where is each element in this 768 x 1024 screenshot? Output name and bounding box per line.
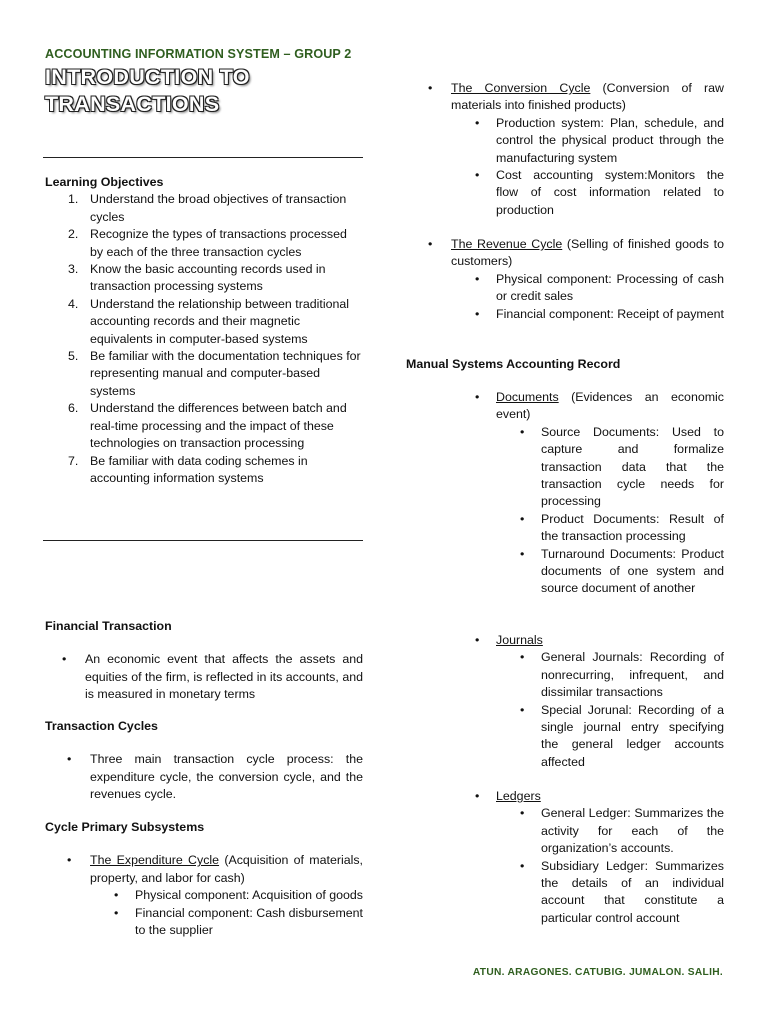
bullet-icon: • bbox=[475, 789, 480, 803]
journals-name: Journals bbox=[496, 633, 543, 647]
documents-desc: (Evidences an economic event) bbox=[496, 390, 724, 422]
objective-item bbox=[45, 296, 363, 348]
sub-item-text: Subsidiary Ledger: Summarizes the details of an individual account that constitute a particular control account bbox=[541, 858, 724, 925]
sub-item-text: Physical component: Processing of cash or credit sales bbox=[496, 271, 724, 304]
bullet-icon: • bbox=[114, 888, 119, 903]
financial-transaction-section bbox=[45, 618, 363, 704]
expenditure-sub-item bbox=[45, 905, 363, 940]
bullet-icon: • bbox=[428, 81, 433, 95]
objective-text: Understand the differences between batch and real-time processing and the impact of these technologies on transaction processing bbox=[90, 401, 347, 451]
documents-section bbox=[406, 389, 724, 598]
objective-text: Know the basic accounting records used in transaction processing systems bbox=[90, 262, 326, 294]
revenue-sub-item bbox=[406, 306, 724, 323]
objective-text: Recognize the types of transactions processed by each of the three transaction cycles bbox=[90, 227, 347, 259]
sub-item-text: Financial component: Cash disbursement to the supplier bbox=[135, 905, 363, 938]
financial-transaction-bullet bbox=[45, 651, 363, 703]
revenue-sub-item bbox=[406, 271, 724, 306]
manual-systems-heading: Manual Systems Accounting Record bbox=[406, 357, 621, 371]
ledgers-sub-item bbox=[406, 858, 724, 928]
objective-text: Be familiar with the documentation techniques for representing manual and computer-based systems bbox=[90, 349, 361, 398]
expenditure-sub-item bbox=[45, 887, 363, 904]
bullet-icon: • bbox=[520, 511, 525, 526]
bullet-icon: • bbox=[520, 650, 525, 665]
bullet-icon: • bbox=[475, 633, 480, 647]
documents-sub-item bbox=[406, 511, 724, 546]
bullet-icon: • bbox=[520, 806, 525, 821]
objectives-list bbox=[45, 191, 363, 487]
objective-item bbox=[45, 453, 363, 488]
journals-bullet bbox=[406, 632, 724, 649]
expenditure-cycle-desc: (Acquisition of materials, property, and labor for cash) bbox=[90, 853, 363, 885]
objective-number: 2. bbox=[68, 227, 79, 242]
sub-item-text: Special Jorunal: Recording of a single journal entry specifying the general ledger accounts affected bbox=[541, 702, 724, 769]
bullet-icon: • bbox=[520, 546, 525, 561]
sub-item-text: Turnaround Documents: Product documents of one system and source document of another bbox=[541, 546, 724, 596]
transaction-cycles-bullet bbox=[45, 751, 363, 803]
bullet-icon: • bbox=[520, 424, 525, 439]
divider-top bbox=[43, 157, 363, 158]
bullet-icon: • bbox=[428, 237, 433, 251]
ledgers-bullet bbox=[406, 788, 724, 805]
documents-bullet bbox=[406, 389, 724, 424]
journals-sub-item bbox=[406, 649, 724, 701]
divider-bottom bbox=[43, 540, 363, 541]
sub-item-text: Source Documents: Used to capture and formalize transaction data that the transaction cycle needs for processing bbox=[541, 424, 724, 509]
objective-text: Be familiar with data coding schemes in accounting information systems bbox=[90, 453, 308, 485]
objective-text: Understand the broad objectives of transaction cycles bbox=[90, 192, 347, 224]
objective-item bbox=[45, 348, 363, 400]
documents-sub-item bbox=[406, 546, 724, 598]
journals-section bbox=[406, 632, 724, 771]
expenditure-cycle-name: The Expenditure Cycle bbox=[90, 853, 220, 868]
objective-number: 1. bbox=[68, 192, 79, 207]
objective-item bbox=[45, 191, 363, 226]
bullet-icon: • bbox=[475, 115, 480, 130]
objective-item bbox=[45, 261, 363, 296]
conversion-cycle-desc: (Conversion of raw materials into finished products) bbox=[451, 81, 724, 113]
documents-name: Documents bbox=[496, 390, 559, 404]
conversion-sub-item bbox=[406, 115, 724, 167]
objective-number: 3. bbox=[68, 262, 79, 277]
sub-item-text: Cost accounting system:Monitors the flow of cost information related to production bbox=[496, 168, 724, 217]
cycle-primary-heading: Cycle Primary Subsystems bbox=[45, 820, 205, 834]
learning-objectives-heading: Learning Objectives bbox=[45, 175, 164, 189]
financial-transaction-heading: Financial Transaction bbox=[45, 619, 172, 633]
transaction-cycles-heading: Transaction Cycles bbox=[45, 719, 158, 733]
bullet-icon: • bbox=[520, 858, 525, 873]
page-title-line-2: TRANSACTIONS bbox=[45, 92, 220, 116]
objective-item bbox=[45, 226, 363, 261]
bullet-icon: • bbox=[475, 390, 480, 404]
bullet-icon: • bbox=[114, 905, 119, 920]
objective-item bbox=[45, 400, 363, 452]
bullet-icon: • bbox=[475, 306, 480, 321]
sub-item-text: Physical component: Acquisition of goods bbox=[135, 888, 363, 903]
revenue-cycle-bullet bbox=[406, 236, 724, 271]
bullet-icon: • bbox=[520, 702, 525, 717]
page-title bbox=[45, 64, 250, 118]
bullet-text: Three main transaction cycle process: the expenditure cycle, the conversion cycle, and the revenues cycle. bbox=[90, 752, 363, 802]
bullet-icon: • bbox=[475, 271, 480, 286]
documents-sub-item bbox=[406, 424, 724, 511]
bullet-text: An economic event that affects the assets and equities of the firm, is reflected in its accounts, and is measured in monetary terms bbox=[85, 652, 363, 702]
ledgers-name: Ledgers bbox=[496, 789, 541, 803]
bullet-icon: • bbox=[475, 168, 480, 183]
sub-item-text: General Journals: Recording of nonrecurring, infrequent, and dissimilar transactions bbox=[541, 650, 724, 700]
expenditure-cycle-bullet bbox=[45, 852, 363, 887]
sub-item-text: General Ledger: Summarizes the activity for each of the organization’s accounts. bbox=[541, 806, 724, 856]
conversion-cycle-bullet bbox=[406, 80, 724, 115]
ledgers-section bbox=[406, 788, 724, 927]
objective-text: Understand the relationship between traditional accounting records and their magnetic equivalents in computer-based systems bbox=[90, 296, 349, 346]
transaction-cycles-section bbox=[45, 718, 363, 804]
page-title-line-1: INTRODUCTION TO bbox=[45, 65, 250, 89]
revenue-cycle-section bbox=[406, 236, 724, 323]
authors-footer: ATUN. ARAGONES. CATUBIG. JUMALON. SALIH. bbox=[472, 967, 723, 978]
objective-number: 7. bbox=[68, 453, 79, 468]
sub-item-text: Production system: Plan, schedule, and control the physical product through the manufacturing system bbox=[496, 115, 724, 165]
objective-number: 6. bbox=[68, 401, 79, 416]
revenue-cycle-desc: (Selling of finished goods to customers) bbox=[451, 237, 724, 269]
cycle-primary-section bbox=[45, 819, 363, 939]
bullet-icon: • bbox=[62, 652, 67, 667]
sub-item-text: Product Documents: Result of the transaction processing bbox=[541, 511, 724, 544]
sub-item-text: Financial component: Receipt of payment bbox=[496, 306, 724, 321]
journals-sub-item bbox=[406, 702, 724, 772]
bullet-icon: • bbox=[67, 752, 72, 767]
objective-number: 4. bbox=[68, 296, 79, 311]
bullet-icon: • bbox=[67, 853, 72, 868]
objective-number: 5. bbox=[68, 349, 79, 364]
conversion-cycle-name: The Conversion Cycle bbox=[451, 81, 591, 95]
course-header: ACCOUNTING INFORMATION SYSTEM – GROUP 2 bbox=[45, 47, 352, 61]
learning-objectives-section bbox=[45, 174, 363, 487]
conversion-cycle-section bbox=[406, 80, 724, 219]
ledgers-sub-item bbox=[406, 805, 724, 857]
conversion-sub-item bbox=[406, 167, 724, 219]
revenue-cycle-name: The Revenue Cycle bbox=[451, 237, 563, 251]
